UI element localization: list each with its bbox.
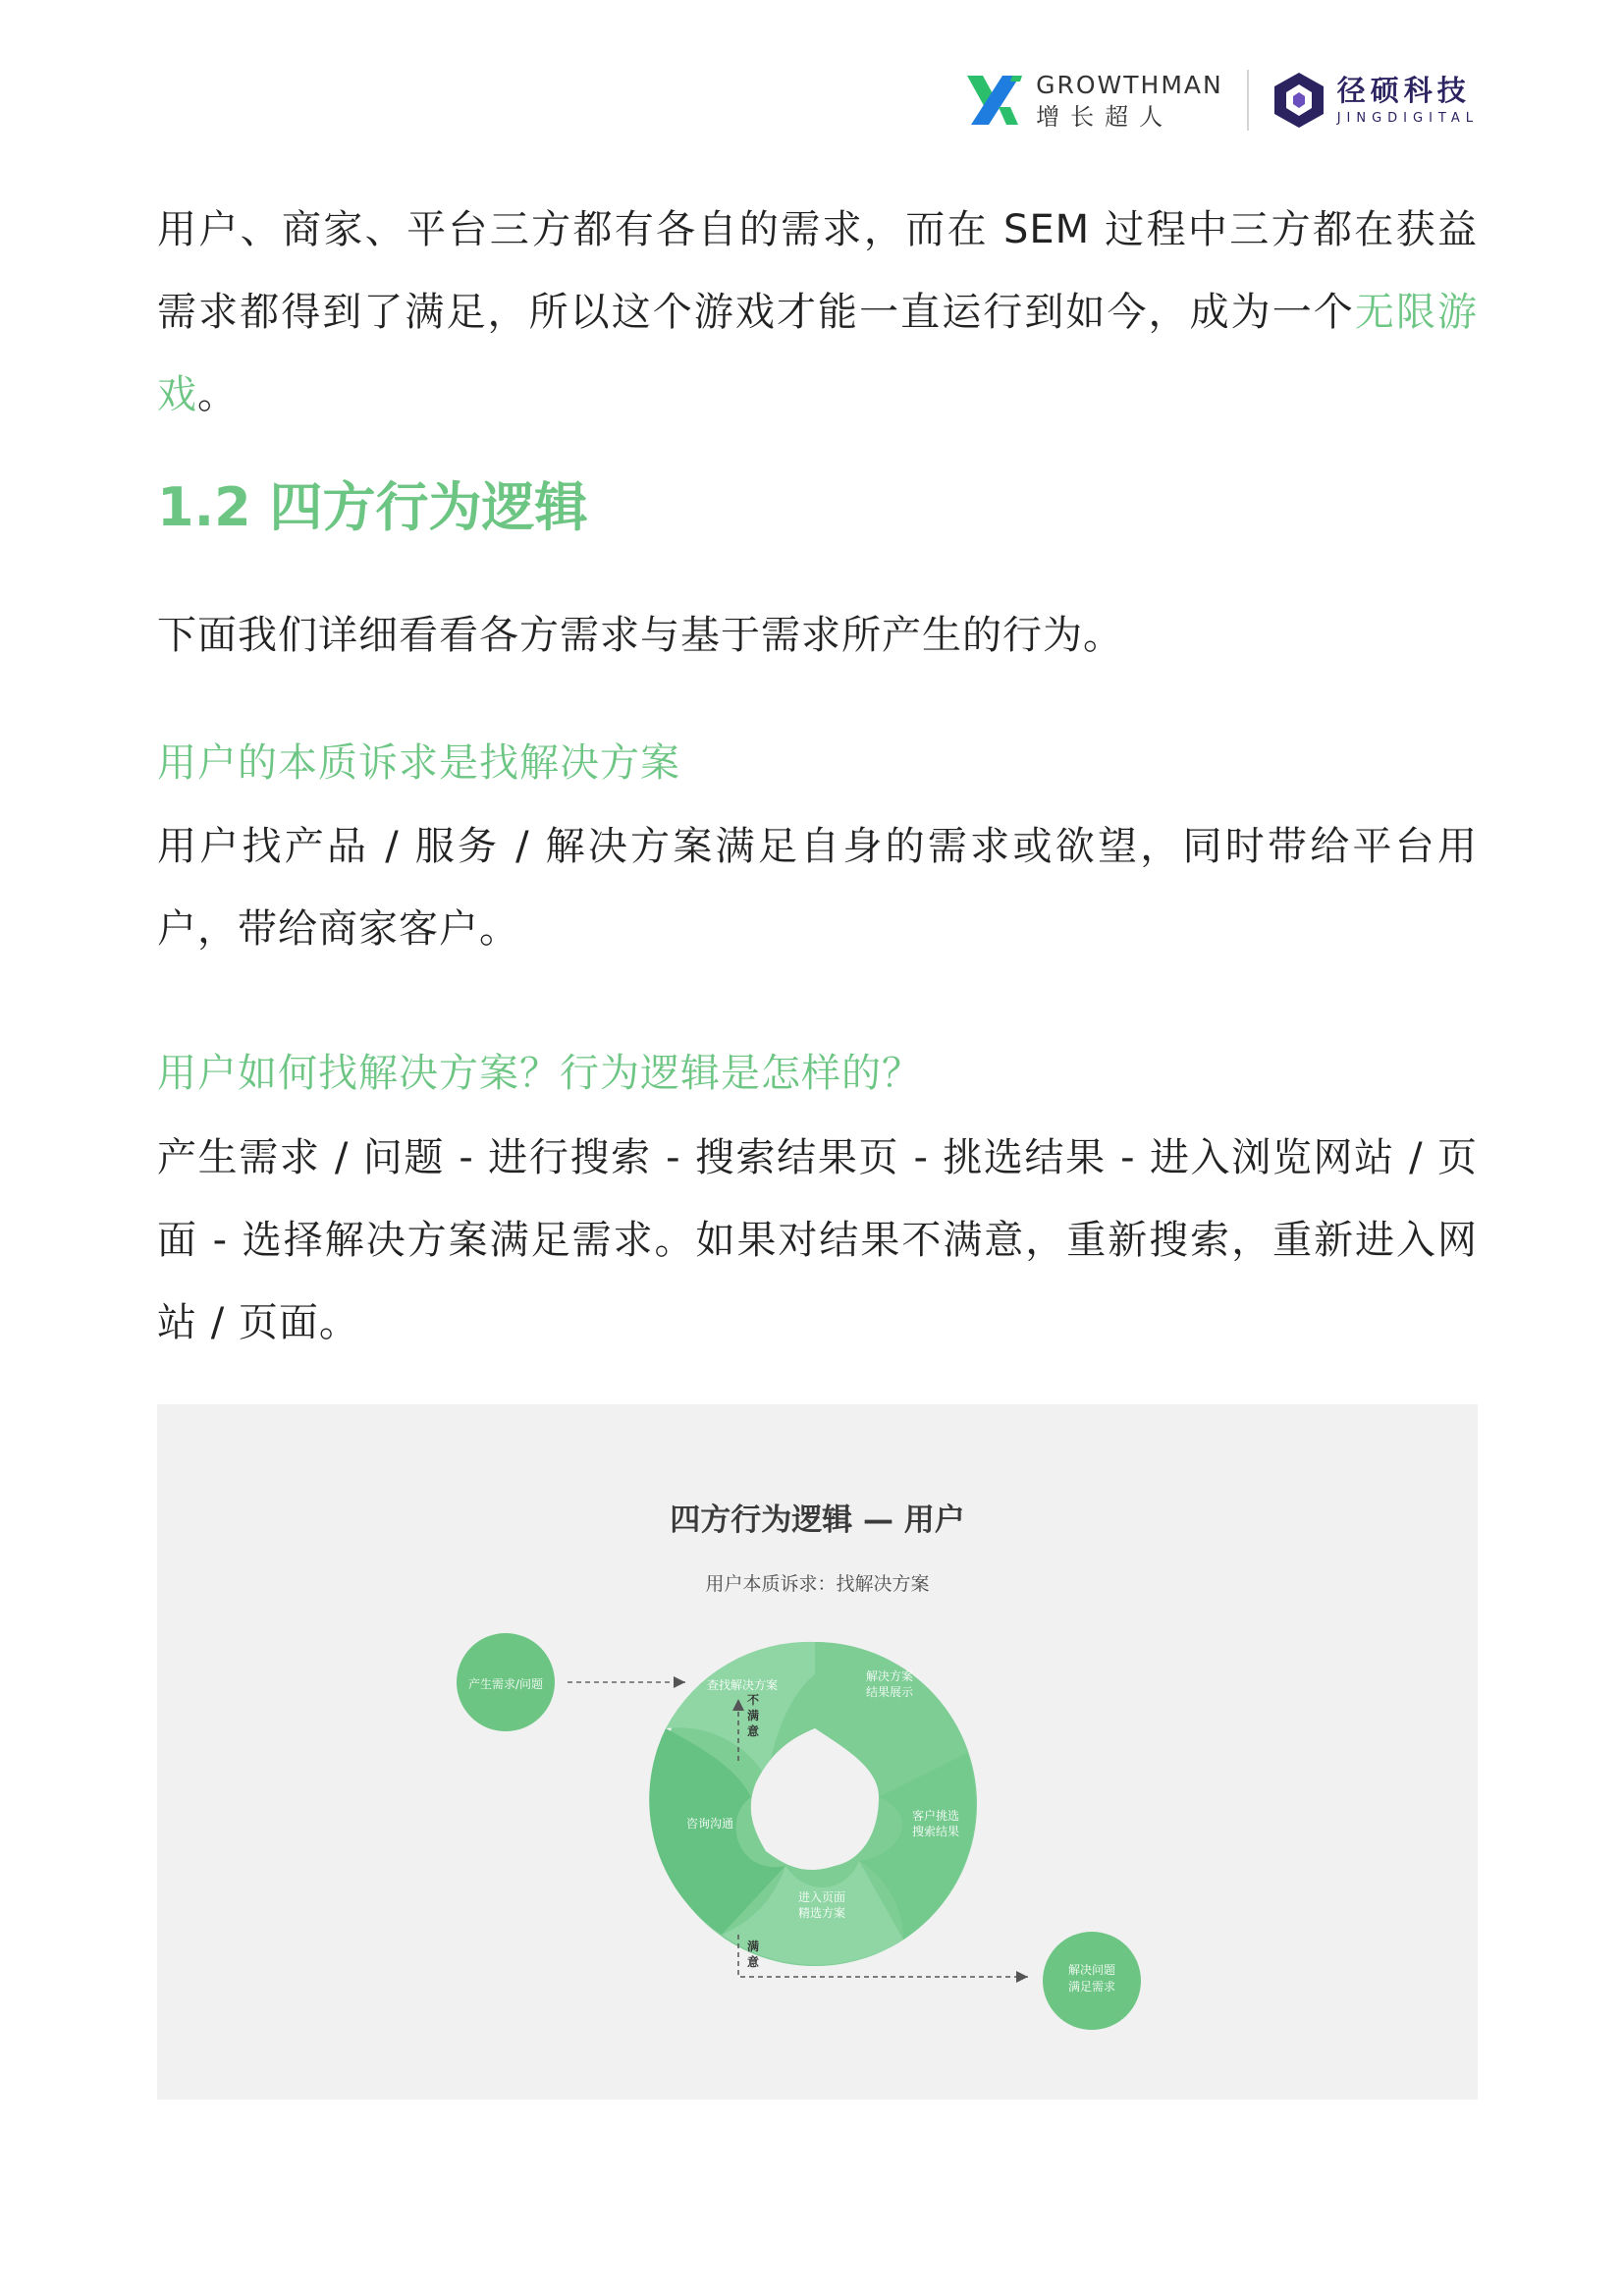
jingdigital-logo xyxy=(1272,71,1479,130)
subsection-text-1: 用户找产品 / 服务 / 解决方案满足自身的需求或欲望，同时带给平台用户，带给商家客户。 xyxy=(157,824,1478,952)
section-intro: 下面我们详细看看各方需求与基于需求所产生的行为。 xyxy=(157,613,1123,658)
growthman-logo xyxy=(961,68,1223,133)
intro-paragraph xyxy=(157,189,1478,436)
growthman-cn: 增长超人 xyxy=(1036,102,1174,131)
section-title: 1.2 四方行为逻辑 xyxy=(157,476,588,538)
subsection-text-2: 产生需求 / 问题 - 进行搜索 - 搜索结果页 - 挑选结果 - 进入浏览网站 / 页面 - 选择解决方案满足需求。如果对结果不满意，重新搜索，重新进入网站 / 页面。 xyxy=(157,1135,1478,1345)
growthman-en: GROWTHMAN xyxy=(1036,70,1223,99)
start-node-label: 产生需求/问题 xyxy=(467,1677,544,1691)
intro-block xyxy=(157,189,1478,436)
start-node xyxy=(457,1633,555,1731)
cycle-diagram xyxy=(157,1404,1478,2100)
user-behavior-figure xyxy=(157,1404,1478,2100)
svg-text:意: 意 xyxy=(746,1724,760,1738)
growthman-logo-icon xyxy=(961,68,1026,133)
cycle-label-2b: 结果展示 xyxy=(865,1685,914,1699)
jingdigital-logo-icon xyxy=(1272,71,1325,130)
cycle-label-2a: 解决方案 xyxy=(865,1669,914,1683)
header-divider xyxy=(1247,70,1249,131)
jingdigital-cn: 径硕科技 xyxy=(1336,73,1471,107)
end-node-label-2: 满足需求 xyxy=(1067,1980,1116,1994)
figure-subtitle: 用户本质诉求：找解决方案 xyxy=(705,1573,930,1595)
subsection-title-2: 用户如何找解决方案？行为逻辑是怎样的？ xyxy=(157,1051,922,1096)
subsection-title-1: 用户的本质诉求是找解决方案 xyxy=(157,740,680,786)
page-header xyxy=(961,61,1479,139)
svg-text:意: 意 xyxy=(746,1955,760,1969)
svg-text:满: 满 xyxy=(746,1940,760,1953)
end-node xyxy=(1043,1932,1141,2030)
cycle-label-5: 咨询沟通 xyxy=(685,1817,734,1831)
svg-text:满: 满 xyxy=(746,1709,760,1722)
end-node-label-1: 解决问题 xyxy=(1067,1963,1116,1977)
cycle-label-1: 查找解决方案 xyxy=(706,1678,779,1692)
cycle-label-3a: 客户挑选 xyxy=(911,1809,960,1823)
cycle-label-4b: 精选方案 xyxy=(797,1906,846,1920)
intro-text: 用户、商家、平台三方都有各自的需求，而在 SEM 过程中三方都在获益需求都得到了满足，所以这个游戏才能一直运行到如今，成为一个 xyxy=(157,207,1478,335)
section-block xyxy=(157,473,1478,542)
cycle-label-4a: 进入页面 xyxy=(797,1890,846,1904)
intro-highlight: 无限游戏 xyxy=(157,290,1479,417)
jingdigital-en: JINGDIGITAL xyxy=(1336,110,1479,126)
svg-text:不: 不 xyxy=(746,1693,760,1707)
not-satisfied-label xyxy=(747,1692,759,1738)
figure-title: 四方行为逻辑 — 用户 xyxy=(670,1503,965,1538)
cycle-label-3b: 搜索结果 xyxy=(911,1825,960,1838)
intro-end: 。 xyxy=(197,372,238,417)
